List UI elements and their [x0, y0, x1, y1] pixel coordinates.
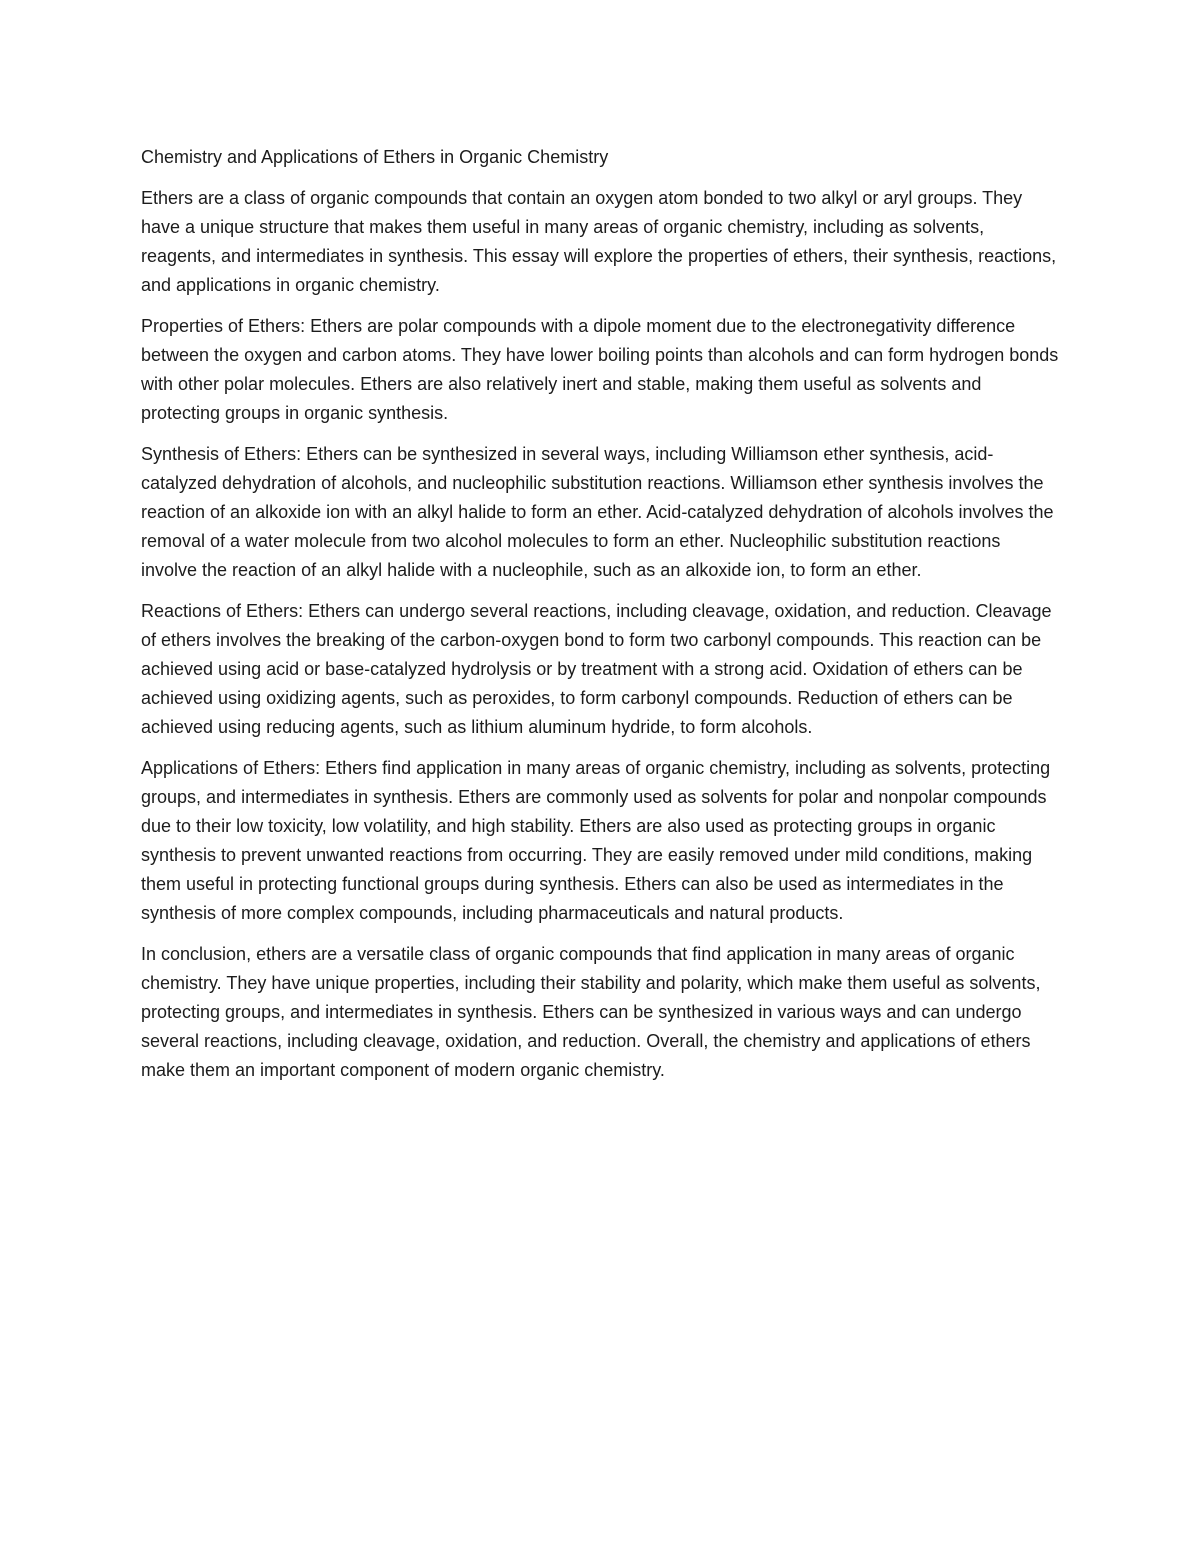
paragraph-conclusion: In conclusion, ethers are a versatile class of organic compounds that find application in many areas of organic chemistry. They have unique properties, including their stability and polarity, which make them useful as solvents, protecting groups, and intermediates in synthesis. Ethers can be synthesized in various ways and can undergo several reactions, including cleavage, oxidation, and reduction. Overall, the chemistry and applications of ethers make them an important component of modern organic chemistry. [141, 944, 1041, 1080]
paragraph-properties: Properties of Ethers: Ethers are polar compounds with a dipole moment due to the electronegativity difference between the oxygen and carbon atoms. They have lower boiling points than alcohols and can form hydrogen bonds with other polar molecules. Ethers are also relatively inert and stable, making them useful as solvents and protecting groups in organic synthesis. [141, 316, 1059, 423]
paragraph-synthesis: Synthesis of Ethers: Ethers can be synthesized in several ways, including Williamson ether synthesis, acid-catalyzed dehydration of alcohols, and nucleophilic substitution reactions. Williamson ether synthesis involves the reaction of an alkoxide ion with an alkyl halide to form an ether. Acid-catalyzed dehydration of alcohols involves the removal of a water molecule from two alcohol molecules to form an ether. Nucleophilic substitution reactions involve the reaction of an alkyl halide with a nucleophile, such as an alkoxide ion, to form an ether. [141, 444, 1054, 580]
document-title: Chemistry and Applications of Ethers in Organic Chemistry [141, 147, 609, 167]
document-body [141, 143, 1061, 1097]
paragraph-introduction: Ethers are a class of organic compounds that contain an oxygen atom bonded to two alkyl or aryl groups. They have a unique structure that makes them useful in many areas of organic chemistry, including as solvents, reagents, and intermediates in synthesis. This essay will explore the properties of ethers, their synthesis, reactions, and applications in organic chemistry. [141, 188, 1057, 295]
paragraph-applications: Applications of Ethers: Ethers find application in many areas of organic chemistry, including as solvents, protecting groups, and intermediates in synthesis. Ethers are commonly used as solvents for polar and nonpolar compounds due to their low toxicity, low volatility, and high stability. Ethers are also used as protecting groups in organic synthesis to prevent unwanted reactions from occurring. They are easily removed under mild conditions, making them useful in protecting functional groups during synthesis. Ethers can also be used as intermediates in the synthesis of more complex compounds, including pharmaceuticals and natural products. [141, 758, 1051, 923]
paragraph-reactions: Reactions of Ethers: Ethers can undergo several reactions, including cleavage, oxidation, and reduction. Cleavage of ethers involves the breaking of the carbon-oxygen bond to form two carbonyl compounds. This reaction can be achieved using acid or base-catalyzed hydrolysis or by treatment with a strong acid. Oxidation of ethers can be achieved using oxidizing agents, such as peroxides, to form carbonyl compounds. Reduction of ethers can be achieved using reducing agents, such as lithium aluminum hydride, to form alcohols. [141, 601, 1052, 737]
